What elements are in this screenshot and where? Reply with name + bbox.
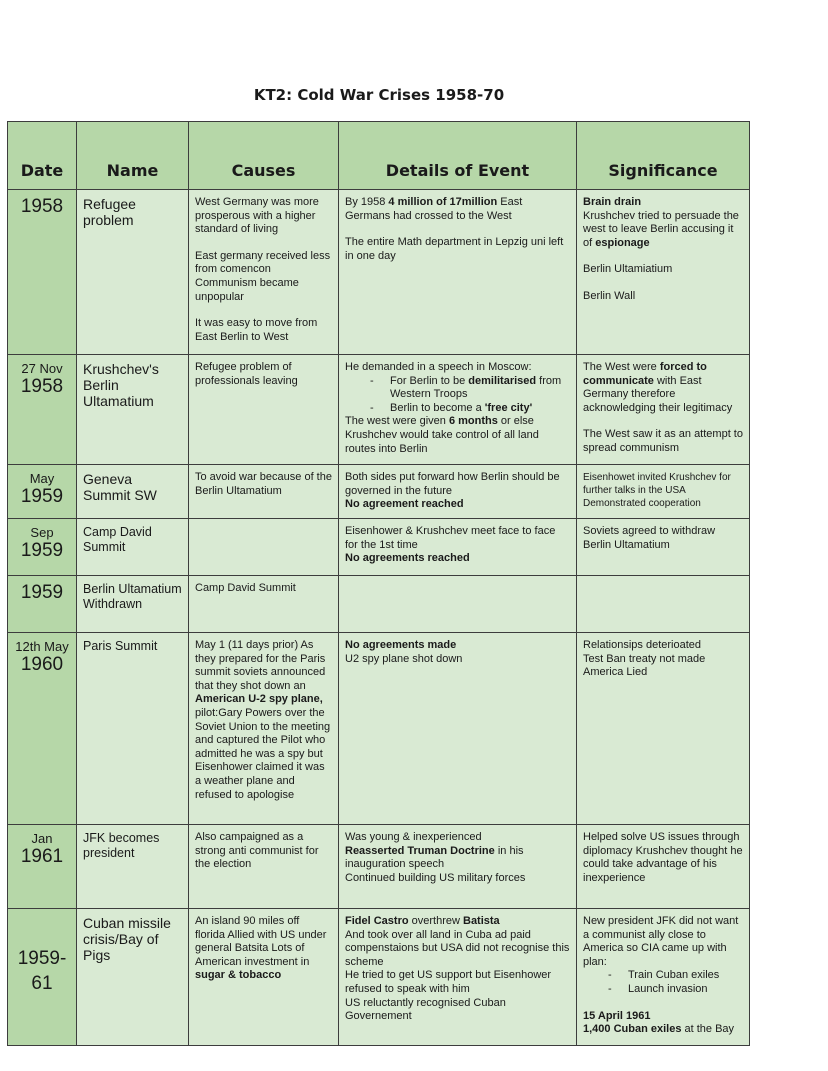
crises-table (7, 121, 750, 1046)
table-row (8, 519, 750, 576)
name-cell: Berlin Ultamatium Withdrawn (77, 576, 189, 633)
significance-cell: Soviets agreed to withdraw Berlin Ultamatium (577, 519, 750, 576)
table-row (8, 633, 750, 825)
date-cell: 1958 (8, 190, 77, 355)
date-cell: 27 Nov 1958 (8, 355, 77, 465)
details-cell: By 1958 4 million of 17million East Germans had crossed to the West The entire Math department in Lepzig uni left in one day (339, 190, 577, 355)
table-row (8, 825, 750, 909)
details-cell: He demanded in a speech in Moscow: - For Berlin to be demilitarised from Western Troops - Berlin to become a 'free city' The west were given 6 months or else Krushchev would take control of all land routes into Berlin (339, 355, 577, 465)
date-cell: 1959-61 (8, 909, 77, 1046)
significance-cell: Brain drain Krushchev tried to persuade the west to leave Berlin accusing it of espionage Berlin Ultamiatium Berlin Wall (577, 190, 750, 355)
header-details: Details of Event (339, 122, 577, 190)
causes-cell: To avoid war because of the Berlin Ultamatium (189, 465, 339, 519)
details-cell: No agreements made U2 spy plane shot down (339, 633, 577, 825)
header-causes: Causes (189, 122, 339, 190)
name-cell: Refugee problem (77, 190, 189, 355)
causes-cell: Refugee problem of professionals leaving (189, 355, 339, 465)
causes-cell: May 1 (11 days prior) As they prepared for the Paris summit soviets announced that they shot down an American U-2 spy plane, pilot:Gary Powers over the Soviet Union to the meeting and captured the Pilot who admitted he was a spy but Eisenhower claimed it was a weather plane and refused to apologise (189, 633, 339, 825)
page-title: KT2: Cold War Crises 1958-70 (253, 86, 505, 104)
table-row (8, 465, 750, 519)
details-cell: Fidel Castro overthrew Batista And took over all land in Cuba ad paid compenstaions but USA did not recognise this scheme He tried to get US support but Eisenhower refused to speak with him US reluctantly recognised Cuban Governement (339, 909, 577, 1046)
significance-cell: Eisenhowet invited Krushchev for further talks in the USA Demonstrated cooperation (577, 465, 750, 519)
name-cell: Cuban missile crisis/Bay of Pigs (77, 909, 189, 1046)
header-row (8, 122, 750, 190)
table-row (8, 576, 750, 633)
table-row (8, 355, 750, 465)
date-cell: Sep 1959 (8, 519, 77, 576)
date-cell: Jan 1961 (8, 825, 77, 909)
name-cell: Geneva Summit SW (77, 465, 189, 519)
header-significance: Significance (577, 122, 750, 190)
causes-cell: Camp David Summit (189, 576, 339, 633)
causes-cell: West Germany was more prosperous with a higher standard of living East germany received less from comencon Communism became unpopular It was easy to move from East Berlin to West (189, 190, 339, 355)
name-cell: Camp David Summit (77, 519, 189, 576)
significance-cell: The West were forced to communicate with East Germany therefore acknowledging their legitimacy The West saw it as an attempt to spread communism (577, 355, 750, 465)
name-cell: Krushchev's Berlin Ultamatium (77, 355, 189, 465)
causes-cell (189, 519, 339, 576)
date-cell: 1959 (8, 576, 77, 633)
date-cell: May 1959 (8, 465, 77, 519)
significance-cell: New president JFK did not want a communist ally close to America so CIA came up with plan: - Train Cuban exiles - Launch invasion 15 April 1961 1,400 Cuban exiles at the Bay (577, 909, 750, 1046)
details-cell (339, 576, 577, 633)
details-cell: Both sides put forward how Berlin should be governed in the future No agreement reached (339, 465, 577, 519)
header-date: Date (8, 122, 77, 190)
name-cell: JFK becomes president (77, 825, 189, 909)
date-cell: 12th May 1960 (8, 633, 77, 825)
significance-cell (577, 576, 750, 633)
table-row (8, 190, 750, 355)
name-cell: Paris Summit (77, 633, 189, 825)
significance-cell: Relationsips deterioated Test Ban treaty not made America Lied (577, 633, 750, 825)
details-cell: Eisenhower & Krushchev meet face to face for the 1st time No agreements reached (339, 519, 577, 576)
header-name: Name (77, 122, 189, 190)
causes-cell: Also campaigned as a strong anti communist for the election (189, 825, 339, 909)
causes-cell: An island 90 miles off florida Allied with US under general Batsita Lots of American investment in sugar & tobacco (189, 909, 339, 1046)
details-cell: Was young & inexperienced Reasserted Truman Doctrine in his inauguration speech Continued building US military forces (339, 825, 577, 909)
significance-cell: Helped solve US issues through diplomacy Krushchev thought he could take advantage of his inexperience (577, 825, 750, 909)
table-row (8, 909, 750, 1046)
